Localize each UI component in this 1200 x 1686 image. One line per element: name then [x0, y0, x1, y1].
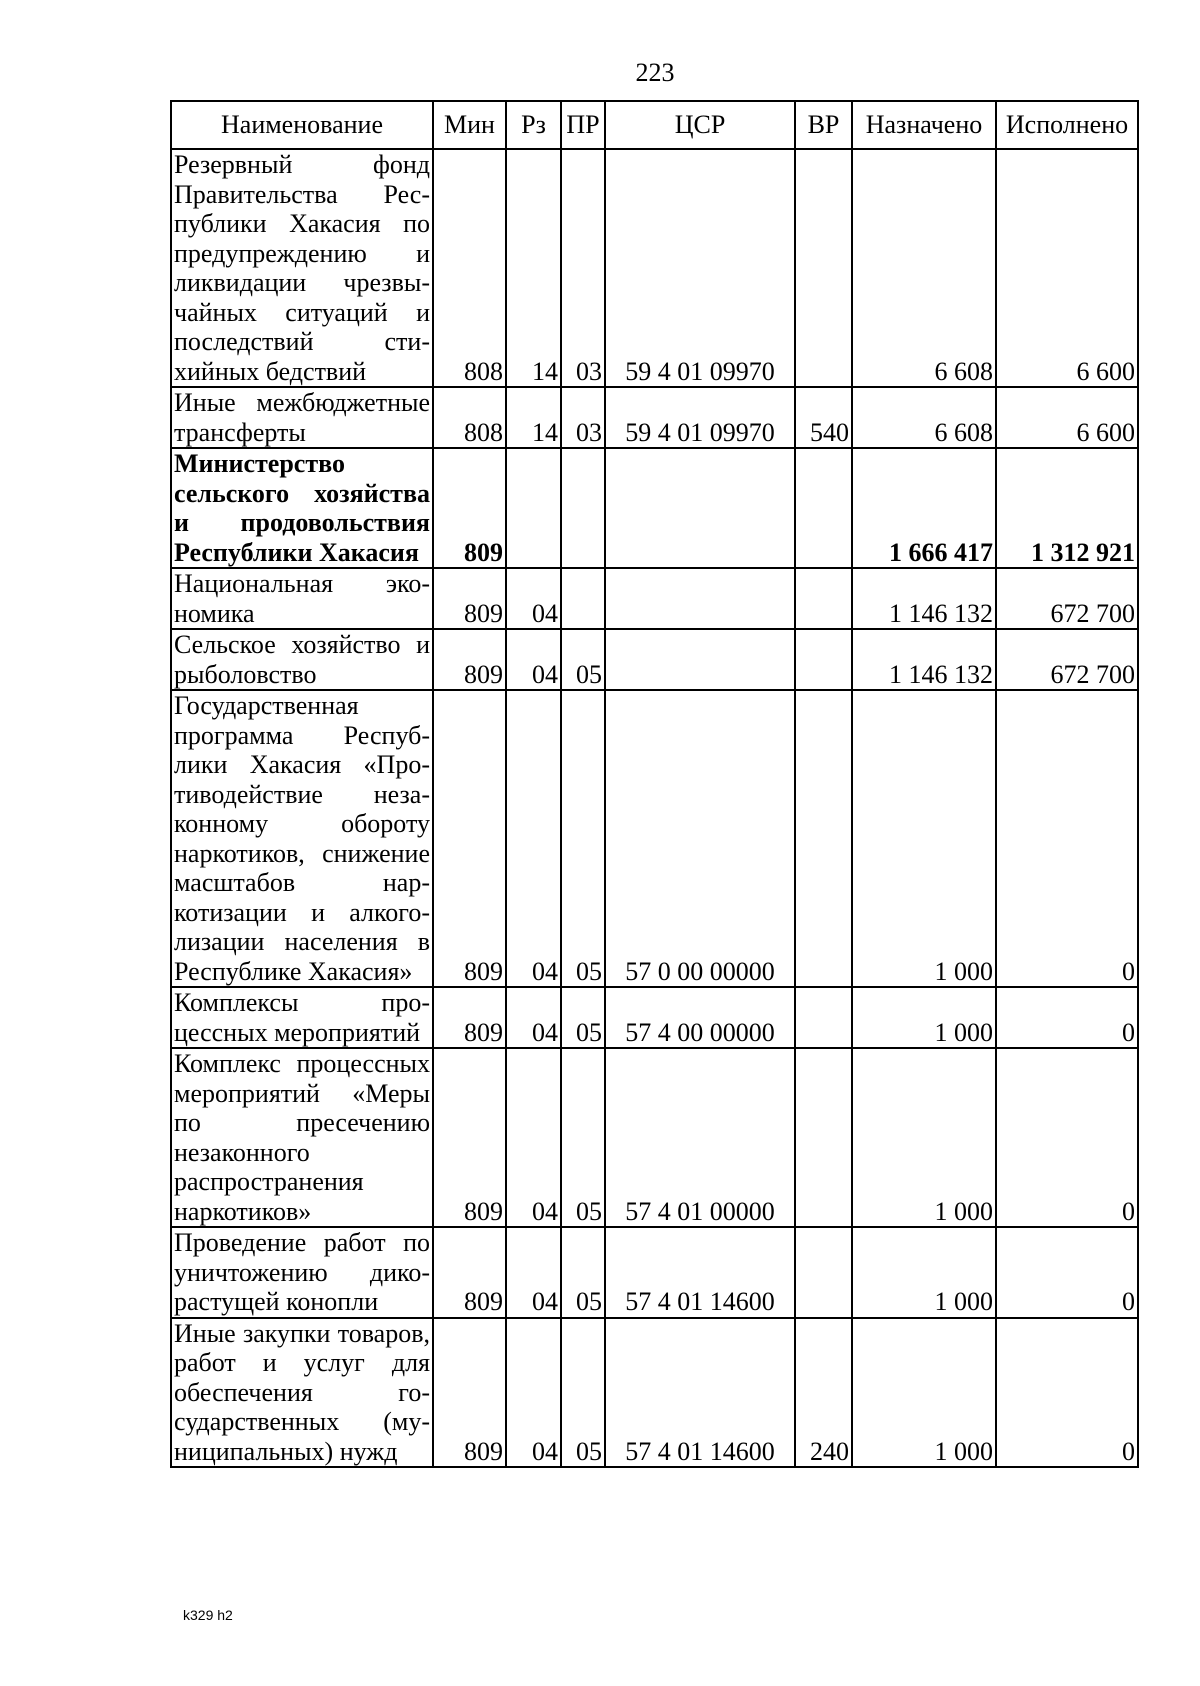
header-name: Наименование: [171, 101, 433, 149]
cell-name: Иные межбюджетные трансферты: [171, 387, 433, 448]
cell-min: 808: [433, 387, 506, 448]
cell-executed: 0: [996, 1227, 1138, 1318]
cell-min: 809: [433, 568, 506, 629]
cell-vr: 540: [795, 387, 852, 448]
cell-min: 809: [433, 1318, 506, 1468]
cell-csr: 57 4 01 00000: [605, 1048, 795, 1227]
cell-name: Иные закупки товаров, работ и услуг для обеспечения государственных (муниципальных) нужд: [171, 1318, 433, 1468]
cell-rz: 04: [506, 690, 561, 987]
cell-pr: 03: [561, 387, 605, 448]
cell-vr: [795, 149, 852, 387]
cell-pr: 05: [561, 1048, 605, 1227]
cell-rz: 04: [506, 629, 561, 690]
cell-name: Резервный фонд Правительства Республики Хакасия по предупреждению и ликвидации чрезвычайных ситуаций и последствий стихийных бедствий: [171, 149, 433, 387]
cell-vr: [795, 629, 852, 690]
cell-executed: 6 600: [996, 387, 1138, 448]
cell-csr: [605, 629, 795, 690]
cell-vr: [795, 690, 852, 987]
table-row: [171, 149, 1138, 387]
budget-table: [170, 100, 1139, 1468]
table-header-row: [171, 101, 1138, 149]
cell-name: Государственная программа Республики Хакасия «Противодействие незаконному обороту наркотиков, снижение масштабов наркотизации и алкоголизации населения в Республике Хакасия»: [171, 690, 433, 987]
cell-pr: 03: [561, 149, 605, 387]
table-row: [171, 1318, 1138, 1468]
cell-min: 809: [433, 987, 506, 1048]
cell-name: Сельское хозяйство и рыболовство: [171, 629, 433, 690]
cell-assigned: 1 146 132: [852, 568, 996, 629]
cell-vr: [795, 1227, 852, 1318]
cell-executed: 1 312 921: [996, 448, 1138, 568]
table-row: [171, 1227, 1138, 1318]
table-row: [171, 1048, 1138, 1227]
header-vr: ВР: [795, 101, 852, 149]
cell-vr: [795, 568, 852, 629]
header-pr: ПР: [561, 101, 605, 149]
cell-csr: 57 4 01 14600: [605, 1227, 795, 1318]
cell-executed: 0: [996, 987, 1138, 1048]
cell-name: Национальная экономика: [171, 568, 433, 629]
cell-pr: [561, 448, 605, 568]
cell-rz: 04: [506, 1318, 561, 1468]
cell-name: Проведение работ по уничтожению дикорастущей конопли: [171, 1227, 433, 1318]
cell-assigned: 1 000: [852, 1318, 996, 1468]
cell-executed: 0: [996, 690, 1138, 987]
cell-csr: 57 4 01 14600: [605, 1318, 795, 1468]
cell-name: Комплексы процессных мероприятий: [171, 987, 433, 1048]
header-assigned: Назначено: [852, 101, 996, 149]
cell-pr: [561, 568, 605, 629]
cell-min: 809: [433, 1048, 506, 1227]
cell-vr: [795, 1048, 852, 1227]
cell-name: Комплекс процессных мероприятий «Меры по пресечению незаконного распространения наркотиков»: [171, 1048, 433, 1227]
table-row: [171, 690, 1138, 987]
table-row: [171, 987, 1138, 1048]
cell-assigned: 1 000: [852, 1048, 996, 1227]
cell-rz: 14: [506, 149, 561, 387]
table-row: [171, 629, 1138, 690]
header-executed: Исполнено: [996, 101, 1138, 149]
cell-csr: 57 0 00 00000: [605, 690, 795, 987]
cell-pr: 05: [561, 987, 605, 1048]
cell-pr: 05: [561, 629, 605, 690]
cell-pr: 05: [561, 1318, 605, 1468]
cell-min: 808: [433, 149, 506, 387]
cell-min: 809: [433, 690, 506, 987]
cell-assigned: 6 608: [852, 387, 996, 448]
cell-rz: 14: [506, 387, 561, 448]
cell-assigned: 1 000: [852, 1227, 996, 1318]
cell-rz: 04: [506, 987, 561, 1048]
cell-rz: 04: [506, 1048, 561, 1227]
cell-rz: 04: [506, 568, 561, 629]
cell-rz: 04: [506, 1227, 561, 1318]
table-row: [171, 387, 1138, 448]
cell-csr: 59 4 01 09970: [605, 387, 795, 448]
header-rz: Рз: [506, 101, 561, 149]
cell-vr: [795, 448, 852, 568]
footer-code: k329 h2: [183, 1607, 233, 1623]
cell-assigned: 1 000: [852, 690, 996, 987]
cell-executed: 6 600: [996, 149, 1138, 387]
cell-pr: 05: [561, 690, 605, 987]
cell-csr: [605, 568, 795, 629]
table-row: [171, 448, 1138, 568]
cell-name: Министерство сельского хозяйства и продовольствия Республики Хакасия: [171, 448, 433, 568]
table-body: [171, 149, 1138, 1467]
cell-assigned: 1 146 132: [852, 629, 996, 690]
cell-csr: 57 4 00 00000: [605, 987, 795, 1048]
header-csr: ЦСР: [605, 101, 795, 149]
cell-min: 809: [433, 448, 506, 568]
cell-assigned: 1 000: [852, 987, 996, 1048]
cell-executed: 0: [996, 1048, 1138, 1227]
cell-csr: [605, 448, 795, 568]
table-row: [171, 568, 1138, 629]
cell-csr: 59 4 01 09970: [605, 149, 795, 387]
cell-pr: 05: [561, 1227, 605, 1318]
page-number: 223: [635, 58, 675, 87]
cell-assigned: 6 608: [852, 149, 996, 387]
cell-min: 809: [433, 1227, 506, 1318]
cell-assigned: 1 666 417: [852, 448, 996, 568]
cell-rz: [506, 448, 561, 568]
header-min: Мин: [433, 101, 506, 149]
cell-min: 809: [433, 629, 506, 690]
cell-vr: 240: [795, 1318, 852, 1468]
cell-executed: 672 700: [996, 568, 1138, 629]
cell-executed: 672 700: [996, 629, 1138, 690]
cell-executed: 0: [996, 1318, 1138, 1468]
cell-vr: [795, 987, 852, 1048]
